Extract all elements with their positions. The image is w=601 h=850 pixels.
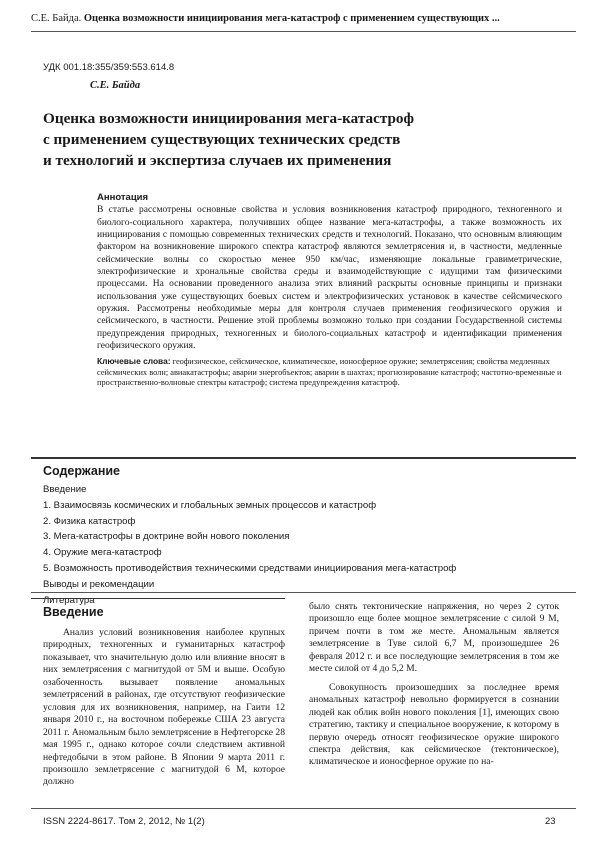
toc-item[interactable]: 2. Физика катастроф (43, 515, 136, 527)
running-header-author: С.Е. Байда. (31, 13, 82, 24)
title-line: с применением существующих технических средств (43, 131, 401, 148)
title-line: Оценка возможности инициирования мега-катастроф (43, 110, 415, 127)
contents-heading: Содержание (43, 464, 121, 478)
contents-bottom-divider (31, 592, 576, 593)
article-author: С.Е. Байда (90, 80, 141, 91)
introduction-paragraph: Анализ условий возникновения наиболее крупных природных, техногенных и гуманитарных катастроф показывает, что значительную долю или влияние вносят в них землетрясения с магнитудой от 5М и выше. Особую озабоченность вызывает появление аномальных землетрясений в районах, где отсутствуют геофизические условия для их возникновения, например, на Гаити 12 января 2010 г., на восточном побережье США 23 августа 2011 г. Аномальным было землетрясение в Нефтегорске 28 мая 1995 г., однако которое сочли следствием активной нефтедобычи в этом районе. В Японии 9 марта 2011 г. произошло землетрясение с магнитудой 6 М, которое должно (43, 627, 285, 788)
introduction-heading: Введение (43, 605, 104, 619)
running-header (31, 13, 576, 24)
udc-code: УДК 001.18:355/359:553.614.8 (43, 62, 175, 73)
keywords-text: геофизическое, сейсмическое, климатическое, ионосферное оружие; землетрясения; свойства медленных сейсмических волн; авиакатастрофы; аварии энергобъектов; аварии в шахтах; прогнозирование катастроф; частотно-временные и пространственно-волновые спектры катастроф; система предупреждения катастроф. (97, 357, 562, 388)
toc-item[interactable]: 3. Мега-катастрофы в доктрине войн нового поколения (43, 531, 290, 543)
title-line: и технологий и экспертиза случаев их применения (43, 152, 392, 169)
keywords-label: Ключевые слова: (97, 356, 171, 367)
left-column (43, 627, 285, 789)
table-of-contents (43, 482, 563, 608)
header-divider (31, 31, 576, 32)
toc-item[interactable]: Введение (43, 484, 87, 495)
running-header-title: Оценка возможности инициирования мега-катастроф с применением существующих ... (83, 13, 500, 24)
introduction-divider (31, 598, 285, 599)
abstract-text: В статье рассмотрены основные свойства и условия возникновения катастроф природного, техногенного и биолого-социального характера, получивших общее название мега-катастрофы, а также возможность их инициирования с помощью современных технических средств и технологий. Показано, что основным влияющим фактором на возникновение широкого спектра катастроф являются землетрясения и, в частности, медленные сейсмические волны со скоростью менее 950 км/час, изменяющие локальные гравиметрические, электрофизические и хрональные свойства среды и взаимодействующие с идущими там физическими процессами. На основании проведенного анализа этих влияний раскрыты основные принципы и признаки использования уже существующих боевых систем и электрофизических установок в качестве сейсмического оружия. Рассмотрены необходимые меры для контроля случаев применения геофизического оружия и сейсмического, в частности. Решение этой проблемы возможно только при создании Государственной системы предупреждения природных, техногенных и биолого-социальных катастроф и идентификации применения геофизического оружия. (97, 205, 562, 352)
toc-item[interactable]: 5. Возможность противодействия техническими средствами инициирования мега-катастроф (43, 562, 457, 574)
introduction-paragraph: Совокупность произошедших за последнее время аномальных катастроф невольно формируется в сознании людей как облик войн нового поколения [1], имеющих свою стратегию, тактику и специальное вооружение, к которому в первую очередь относят геофизическое оружие широкого спектра действия, как сейсмическое (тектоническое), климатическое и ионосферное оружие по на- (309, 681, 559, 768)
right-column (309, 601, 559, 769)
introduction-paragraph: было снять тектонические напряжения, но через 2 суток произошло еще более мощное землетрясение с силой 9 М, причем почти в том же месте. Аномальным является землетрясение в Туве силой 6,7 М, произошедшее 26 февраля 2012 г. и все последующие землетрясения в том же месте силой от 4 до 5,2 М. (309, 601, 559, 675)
article-title (43, 108, 563, 171)
toc-item[interactable]: 4. Оружие мега-катастроф (43, 547, 162, 559)
contents-top-divider (31, 457, 576, 459)
abstract-block (97, 192, 562, 389)
page-number: 23 (545, 816, 556, 827)
toc-item[interactable]: Выводы и рекомендации (43, 578, 155, 590)
keywords (97, 356, 562, 389)
toc-item[interactable]: 1. Взаимосвязь космических и глобальных земных процессов и катастроф (43, 499, 377, 511)
toc-item[interactable]: Литература (43, 594, 95, 606)
footer-divider (31, 808, 576, 809)
abstract-heading: Аннотация (97, 192, 149, 203)
journal-info: ISSN 2224-8617. Том 2, 2012, № 1(2) (43, 816, 205, 827)
